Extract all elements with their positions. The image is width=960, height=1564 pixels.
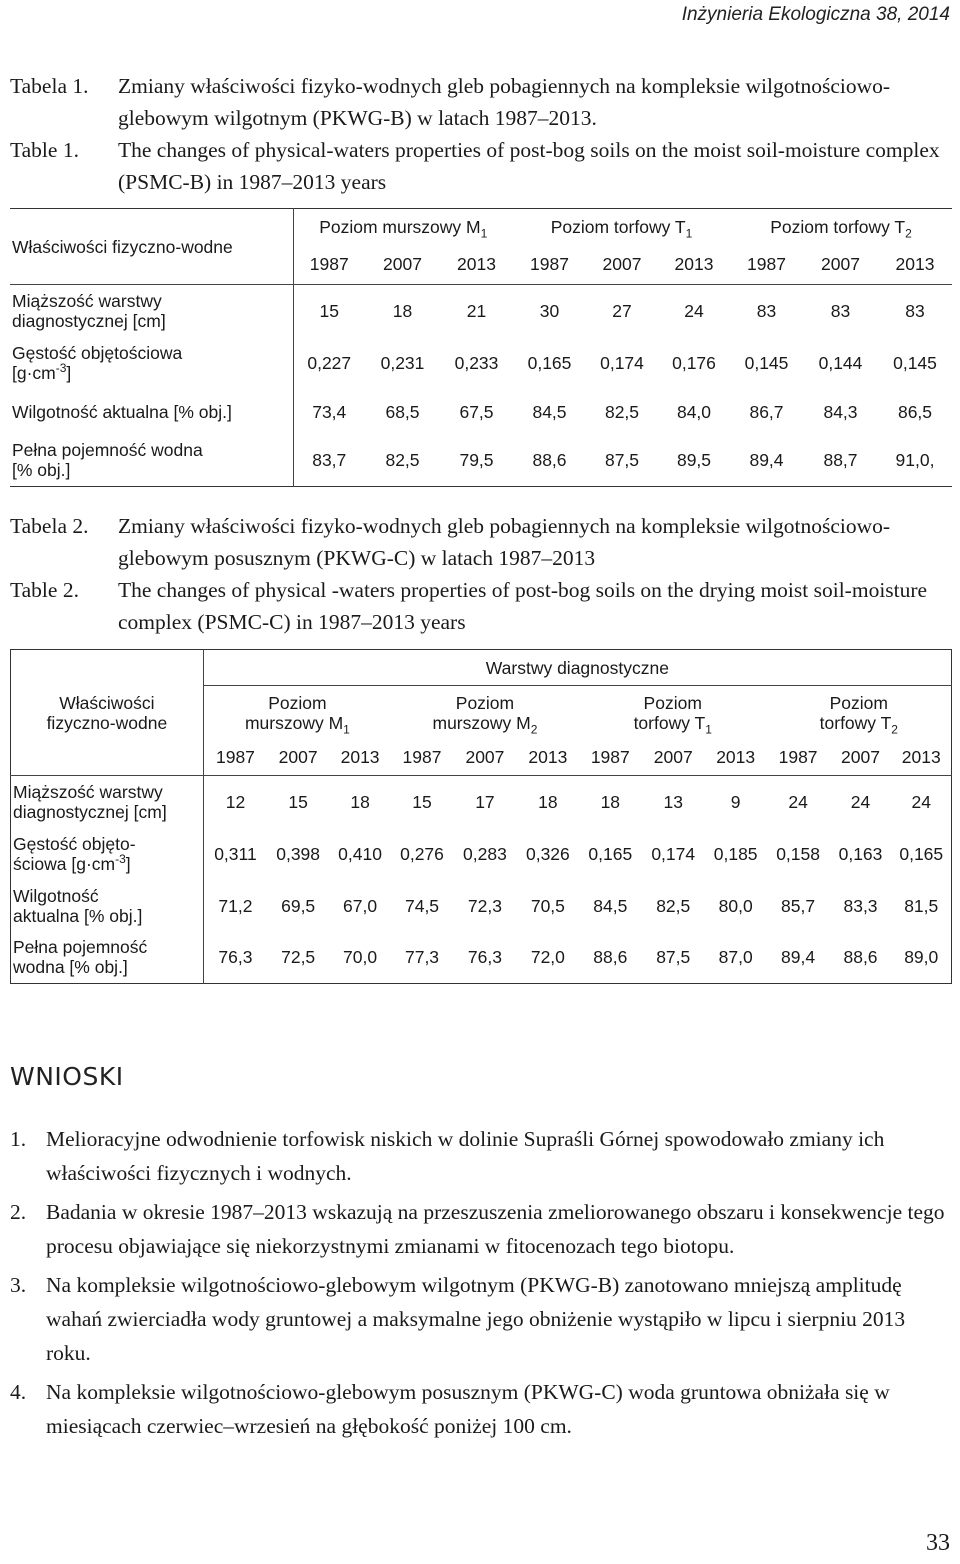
table1-cell: 0,233 <box>454 352 499 373</box>
table2-label-pl: Tabela 2. <box>10 514 89 538</box>
table1-cell: 0,145 <box>744 352 789 373</box>
table1-cell: 86,7 <box>749 401 784 422</box>
table1-group-t1: Poziom torfowy $T_1$ <box>550 216 693 241</box>
table1-year: 1987 <box>309 254 349 275</box>
table2-year: 1987 <box>402 747 442 768</box>
table2-cell: 0,276 <box>400 843 444 864</box>
table1-cell: 24 <box>684 300 704 321</box>
table2-cell: 13 <box>663 791 683 812</box>
table2-cell: 24 <box>788 791 808 812</box>
table1-caption-en <box>10 134 954 198</box>
table-row <box>10 389 952 435</box>
table1-cell: 84,5 <box>532 401 567 422</box>
table1-cell: 0,174 <box>600 352 644 373</box>
table1-caption <box>10 70 954 198</box>
list-item <box>10 1268 952 1370</box>
table2-cell: 18 <box>350 791 370 812</box>
table2 <box>10 649 952 984</box>
table2-cell: 84,5 <box>593 895 628 916</box>
table1-year: 1987 <box>530 254 569 275</box>
table1-cell: 82,5 <box>385 450 420 471</box>
table1-row-label: Wilgotność aktualna [% obj.] <box>10 389 293 435</box>
list-item-text: Na kompleksie wilgotnościowo-glebowym posusznym (PKWG-C) woda gruntowa obniżała się w miesiącach czerwiec–wrzesień na głębokość poniżej 100 cm. <box>46 1380 890 1438</box>
list-item-text: Na kompleksie wilgotnościowo-glebowym wilgotnym (PKWG-B) zanotowano mniejszą amplitudę wahań zwierciadła wody gruntowej a maksymalne jego obniżenie wystąpiło w lipcu i sierpniu 2013 roku. <box>46 1273 906 1365</box>
journal-header: Inżynieria Ekologiczna 38, 2014 <box>681 4 950 25</box>
table2-year: 2007 <box>465 747 505 768</box>
table1-year: 1987 <box>747 254 786 275</box>
table2-group-m2: Poziom murszowy $M_2$ <box>432 692 538 737</box>
table2-cell: 18 <box>538 791 558 812</box>
table2-cell: 0,326 <box>525 843 570 864</box>
table2-col-header: Właściwości fizyczno-wodne <box>11 650 204 776</box>
table2-cell: 69,5 <box>281 895 316 916</box>
table2-year: 1987 <box>215 747 255 768</box>
list-item-number: 2. <box>10 1200 27 1224</box>
table1-cell: 27 <box>612 300 632 321</box>
table2-caption-pl <box>10 510 954 574</box>
table2-cell: 17 <box>475 791 495 812</box>
table2-cell: 70,0 <box>343 947 378 968</box>
table1-cell: 88,6 <box>532 450 567 471</box>
table2-cell: 85,7 <box>781 895 816 916</box>
table2-caption-pl-text: Zmiany właściwości fizyko-wodnych gleb pobagiennych na kompleksie wilgotnościowo-glebowym posusznym (PKWG-C) w latach 1987–2013 <box>118 514 891 570</box>
conclusions-heading: WNIOSKI <box>10 1062 124 1091</box>
table1-cell: 21 <box>466 300 487 321</box>
list-item-text: Melioracyjne odwodnienie torfowisk niskich w dolinie Supraśli Górnej spowodowało zmiany ich właściwości fizycznych i wodnych. <box>46 1127 885 1185</box>
table2-label-en: Table 2. <box>10 578 79 602</box>
table1-row-label: Gęstość objętościowa $[g\cdot cm^{-3}]$ <box>10 337 293 389</box>
table2-cell: 0,185 <box>713 843 758 864</box>
table1-year: 2013 <box>895 254 935 275</box>
table-row <box>11 828 952 880</box>
list-item <box>10 1375 952 1443</box>
table1 <box>10 208 952 487</box>
table1-cell: 89,5 <box>676 450 712 471</box>
table2-group-t2: Poziom torfowy $T_2$ <box>819 692 898 737</box>
table2-row-label: Wilgotność aktualna [% obj.] <box>11 880 204 932</box>
table1-caption-en-text: The changes of physical-waters properties of post-bog soils on the moist soil-moisture complex (PSMC-B) in 1987–2013 years <box>118 138 940 194</box>
conclusions-list <box>10 1122 952 1448</box>
table2-cell: 0,165 <box>899 843 944 864</box>
table2-caption-en-text: The changes of physical -waters properties of post-bog soils on the drying moist soil-moisture complex (PSMC-C) in 1987–2013 years <box>118 578 928 634</box>
table1-cell: 83 <box>756 300 777 321</box>
table2-cell: 88,6 <box>843 947 878 968</box>
table2-cell: 89,4 <box>781 947 816 968</box>
table2-cell: 12 <box>225 791 246 812</box>
table1-group-t2: Poziom torfowy $T_2$ <box>770 216 912 241</box>
table2-row-label: Gęstość objęto- ściowa $[g\cdot cm^{-3}]$ <box>11 828 204 880</box>
table2-cell: 0,410 <box>338 843 382 864</box>
table1-cell: 83 <box>830 300 851 321</box>
table1-label-pl: Tabela 1. <box>10 74 89 98</box>
table2-cell: 89,0 <box>904 947 939 968</box>
table1-year: 2013 <box>674 254 714 275</box>
table1-row-label: Miąższość warstwy diagnostycznej [cm] <box>10 285 293 337</box>
table1-year: 2007 <box>821 254 860 275</box>
table2-cell: 88,6 <box>593 947 628 968</box>
page-number: 33 <box>926 1530 950 1556</box>
table1-group-m1: Poziom murszowy $M_1$ <box>319 216 488 241</box>
table1-cell: 88,7 <box>823 450 858 471</box>
table2-cell: 76,3 <box>467 947 502 968</box>
table2-cell: 81,5 <box>904 895 939 916</box>
list-item-number: 3. <box>10 1273 27 1297</box>
table2-cell: 0,398 <box>276 843 321 864</box>
table2-year: 2007 <box>841 747 880 768</box>
table1-year: 2007 <box>602 254 642 275</box>
table1-cell: 15 <box>319 300 339 321</box>
table2-year: 2013 <box>716 747 756 768</box>
table2-year: 2007 <box>653 747 693 768</box>
table2-cell: 24 <box>850 791 871 812</box>
table1-cell: 67,5 <box>459 401 494 422</box>
table2-year: 2013 <box>528 747 568 768</box>
table1-cell: 0,176 <box>672 352 716 373</box>
table2-cell: 87,5 <box>656 947 691 968</box>
table2-cell: 76,3 <box>218 947 253 968</box>
table1-caption-pl-text: Zmiany właściwości fizyko-wodnych gleb pobagiennych na kompleksie wilgotnościowo-glebowym wilgotnym (PKWG-B) w latach 1987–2013. <box>118 74 891 130</box>
table2-cell: 15 <box>288 791 308 812</box>
table1-cell: 68,5 <box>385 401 420 422</box>
table1-caption-pl <box>10 70 954 134</box>
table1-cell: 73,4 <box>312 401 347 422</box>
table2-cell: 0,174 <box>651 843 696 864</box>
table2-cell: 0,311 <box>214 843 257 864</box>
table1-cell: 0,227 <box>307 352 352 373</box>
list-item-text: Badania w okresie 1987–2013 wskazują na przeszuszenia zmeliorowanego obszaru i konsekwencje tego procesu objawiające się niekorzystnymi zmianami w fitocenozach tego biotopu. <box>46 1200 945 1258</box>
table1-cell: 18 <box>392 300 413 321</box>
table1-cell: 0,165 <box>527 352 572 373</box>
table-row <box>10 337 952 389</box>
table2-cell: 82,5 <box>656 895 691 916</box>
table2-row-label: Pełna pojemność wodna [% obj.] <box>11 932 204 984</box>
table-row <box>11 932 952 984</box>
table1-cell: 0,145 <box>893 352 937 373</box>
table2-cell: 72,3 <box>467 895 502 916</box>
table2-year: 1987 <box>778 747 818 768</box>
table-row <box>10 435 952 487</box>
table2-cell: 72,5 <box>281 947 316 968</box>
table-row <box>11 776 952 828</box>
table2-super-header: Warstwy diagnostyczne <box>203 650 951 686</box>
table2-cell: 0,165 <box>588 843 633 864</box>
table2-super-header-row <box>11 650 952 686</box>
table1-row-label: Pełna pojemność wodna [% obj.] <box>10 435 293 487</box>
table-row <box>10 285 952 337</box>
table2-cell: 83,3 <box>843 895 878 916</box>
table1-cell: 84,3 <box>823 401 858 422</box>
table2-cell: 71,2 <box>218 895 253 916</box>
table-row <box>11 880 952 932</box>
table2-year: 2007 <box>278 747 318 768</box>
table2-caption-en <box>10 574 954 638</box>
table2-cell: 18 <box>600 791 621 812</box>
table2-group-m1: Poziom murszowy $M_1$ <box>244 692 350 737</box>
table2-cell: 0,163 <box>838 843 883 864</box>
table2-cell: 74,5 <box>404 895 440 916</box>
table1-label-en: Table 1. <box>10 138 79 162</box>
table2-cell: 80,0 <box>718 895 753 916</box>
list-item <box>10 1195 952 1263</box>
table1-year: 2013 <box>457 254 496 275</box>
table2-cell: 24 <box>911 791 931 812</box>
table1-cell: 83,7 <box>312 450 347 471</box>
table1-cell: 30 <box>539 300 560 321</box>
table1-col-header: Właściwości fizyczno-wodne <box>10 209 293 285</box>
table1-cell: 82,5 <box>604 401 640 422</box>
table2-cell: 0,158 <box>776 843 820 864</box>
table1-cell: 84,0 <box>676 401 712 422</box>
table1-cell: 91,0, <box>895 450 935 471</box>
table1-cell: 0,144 <box>818 352 863 373</box>
table1-year: 2007 <box>383 254 422 275</box>
table2-cell: 0,283 <box>463 843 507 864</box>
table2-cell: 72,0 <box>530 947 565 968</box>
table2-row-label: Miąższość warstwy diagnostycznej [cm] <box>11 776 204 828</box>
table1-cell: 83 <box>905 300 925 321</box>
table1-group-header-row <box>10 209 952 245</box>
table1-cell: 79,5 <box>459 450 494 471</box>
table2-caption <box>10 510 954 638</box>
table2-cell: 87,0 <box>718 947 753 968</box>
table1-cell: 87,5 <box>604 450 640 471</box>
table2-cell: 67,0 <box>343 895 378 916</box>
list-item-number: 4. <box>10 1380 27 1404</box>
table2-group-t1: Poziom torfowy $T_1$ <box>633 692 712 737</box>
list-item-number: 1. <box>10 1127 27 1151</box>
table2-cell: 9 <box>730 791 741 812</box>
table1-cell: 86,5 <box>897 401 933 422</box>
table1-cell: 89,4 <box>749 450 784 471</box>
table2-cell: 70,5 <box>530 895 565 916</box>
list-item <box>10 1122 952 1190</box>
table2-year: 2013 <box>340 747 380 768</box>
table2-year: 1987 <box>590 747 630 768</box>
table1-cell: 0,231 <box>380 352 425 373</box>
table2-year: 2013 <box>901 747 941 768</box>
table2-cell: 77,3 <box>404 947 440 968</box>
table2-cell: 15 <box>412 791 432 812</box>
